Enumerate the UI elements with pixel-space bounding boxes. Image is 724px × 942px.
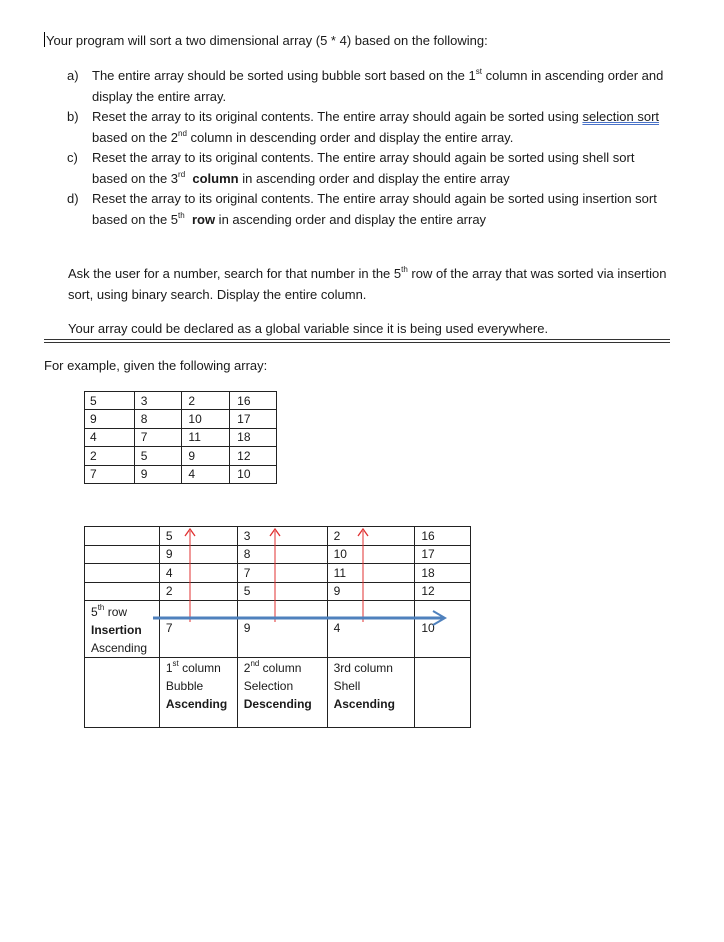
item-text-mid: based on the 2 <box>92 129 179 145</box>
table-row <box>85 527 471 546</box>
requirements-list <box>67 66 667 230</box>
labels-empty-cell-right <box>415 658 471 728</box>
table-cell: 18 <box>415 564 471 583</box>
col-label-text: column <box>259 661 302 675</box>
table-cell: 2 <box>327 527 415 546</box>
intro-rest: our program will sort a two dimensional array (5 * 4) based on the following: <box>53 33 488 48</box>
table-cell: 5 <box>134 447 182 465</box>
table-cell: 9 <box>85 410 135 428</box>
table-row <box>85 392 277 410</box>
row5-label-text: row <box>104 605 128 619</box>
item-text: Reset the array to its original contents. The entire array should again be sorted using <box>92 109 583 124</box>
table-cell: 4 <box>159 564 237 583</box>
item-text: Reset the array to its original contents. The entire array should again be sorted using insertion sort based on the 5 <box>92 191 657 227</box>
list-item-a <box>67 66 667 107</box>
table-cell: 2 <box>159 582 237 601</box>
table-cell: 3 <box>134 392 182 410</box>
item-text-end: column in descending order and display the entire array. <box>186 129 514 145</box>
table-cell-empty <box>85 545 160 564</box>
table-cell: 12 <box>415 582 471 601</box>
table-cell: 8 <box>134 410 182 428</box>
table-cell-empty <box>85 527 160 546</box>
table-cell: 2 <box>85 447 135 465</box>
para-text: Ask the user for a number, search for that number in the 5 <box>68 266 402 281</box>
table-cell-empty <box>85 564 160 583</box>
item-bold: row <box>191 211 216 227</box>
table-cell: 9 <box>159 545 237 564</box>
table-cell: 4 <box>85 428 135 446</box>
intro-first-letter: Y <box>46 33 54 48</box>
col-label-sup: st <box>172 659 179 668</box>
item-letter: a) <box>67 68 79 83</box>
col-label-text: 3rd column <box>333 661 393 675</box>
item-text-end: in ascending order and display the entire array <box>215 211 487 227</box>
table-cell: 16 <box>230 392 277 410</box>
table-cell: 10 <box>230 465 277 483</box>
table-cell: 4 <box>182 465 230 483</box>
col-label-sort: Bubble <box>165 679 204 693</box>
table-cell: 18 <box>230 428 277 446</box>
global-paragraph: Your array could be declared as a global variable since it is being used everywhere. <box>68 321 549 336</box>
item-sup: th <box>178 210 185 220</box>
col-label-order: Descending <box>243 697 312 711</box>
table-cell: 7 <box>237 564 327 583</box>
table-row <box>85 582 471 601</box>
table-row-column-labels <box>85 658 471 728</box>
col3-label <box>327 658 415 728</box>
table-cell-empty <box>85 582 160 601</box>
sorted-array-table <box>84 526 471 728</box>
table-row <box>85 428 277 446</box>
table-cell: 3 <box>237 527 327 546</box>
text-cursor <box>44 32 45 47</box>
table-row <box>85 465 277 483</box>
item-sup: st <box>475 67 482 76</box>
col-label-order: Ascending <box>333 697 395 711</box>
col-label-sort: Shell <box>333 679 361 693</box>
table-cell: 7 <box>85 465 135 483</box>
col2-label <box>237 658 327 728</box>
table-cell: 5 <box>159 527 237 546</box>
item-text-end: in ascending order and display the entire array <box>238 170 510 186</box>
row5-label-sort: Insertion <box>91 623 142 637</box>
table-cell: 5 <box>85 392 135 410</box>
item-letter: b) <box>67 109 79 124</box>
para-sup: th <box>401 265 408 274</box>
table-row-5th <box>85 601 471 658</box>
intro-text <box>44 32 488 50</box>
table-row <box>85 410 277 428</box>
example-label: For example, given the following array: <box>44 358 268 373</box>
item-text: Reset the array to its original contents. The entire array should again be sorted using shell sort based on the 3 <box>92 150 635 186</box>
table-cell: 5 <box>237 582 327 601</box>
table-cell: 11 <box>327 564 415 583</box>
list-item-b <box>67 107 667 148</box>
table-cell: 7 <box>134 428 182 446</box>
para-text-end: row of the array that was sorted via insertion sort, using binary search. Display the entire column. <box>68 266 667 302</box>
row5-cell-1: 7 <box>159 601 237 658</box>
table-cell: 11 <box>182 428 230 446</box>
table-cell: 8 <box>237 545 327 564</box>
col-label-text: column <box>178 661 221 675</box>
table-cell: 17 <box>415 545 471 564</box>
item-letter: c) <box>67 150 78 165</box>
item-letter: d) <box>67 191 79 206</box>
list-item-d <box>67 189 667 230</box>
row5-cell-4: 10 <box>415 601 471 658</box>
table-row <box>85 447 277 465</box>
row5-label-sup: th <box>97 603 105 612</box>
col-label-sort: Selection <box>243 679 294 693</box>
search-paragraph <box>68 263 668 305</box>
table-cell: 9 <box>182 447 230 465</box>
col1-label <box>159 658 237 728</box>
table-row <box>85 564 471 583</box>
labels-empty-cell <box>85 658 160 728</box>
item-sup: rd <box>178 169 186 179</box>
table-cell: 9 <box>134 465 182 483</box>
col-label-sup: nd <box>250 659 260 668</box>
item-text-end: column in ascending order and display the entire array. <box>92 68 664 104</box>
item-text: The entire array should be sorted using bubble sort based on the 1 <box>92 68 476 83</box>
row5-label-num: 5 <box>91 605 98 619</box>
double-rule-bottom <box>44 342 670 343</box>
table-cell: 10 <box>327 545 415 564</box>
table-cell: 16 <box>415 527 471 546</box>
row5-label-order: Ascending <box>91 641 148 655</box>
row5-cell-3: 4 <box>327 601 415 658</box>
col-label-order: Ascending <box>165 697 228 711</box>
item-bold: column <box>192 170 239 186</box>
table-row <box>85 545 471 564</box>
row5-label <box>85 601 160 658</box>
list-item-c <box>67 148 667 189</box>
col-label-num: 2 <box>243 661 251 675</box>
table-cell: 2 <box>182 392 230 410</box>
table-cell: 17 <box>230 410 277 428</box>
item-sup: nd <box>178 128 187 138</box>
double-rule-top <box>44 339 670 340</box>
original-array-table <box>84 391 277 484</box>
table-cell: 9 <box>327 582 415 601</box>
col-label-num: 1 <box>165 661 173 675</box>
spellcheck-underlined-text[interactable]: selection sort <box>582 109 660 124</box>
row5-cell-2: 9 <box>237 601 327 658</box>
table-cell: 10 <box>182 410 230 428</box>
table-cell: 12 <box>230 447 277 465</box>
